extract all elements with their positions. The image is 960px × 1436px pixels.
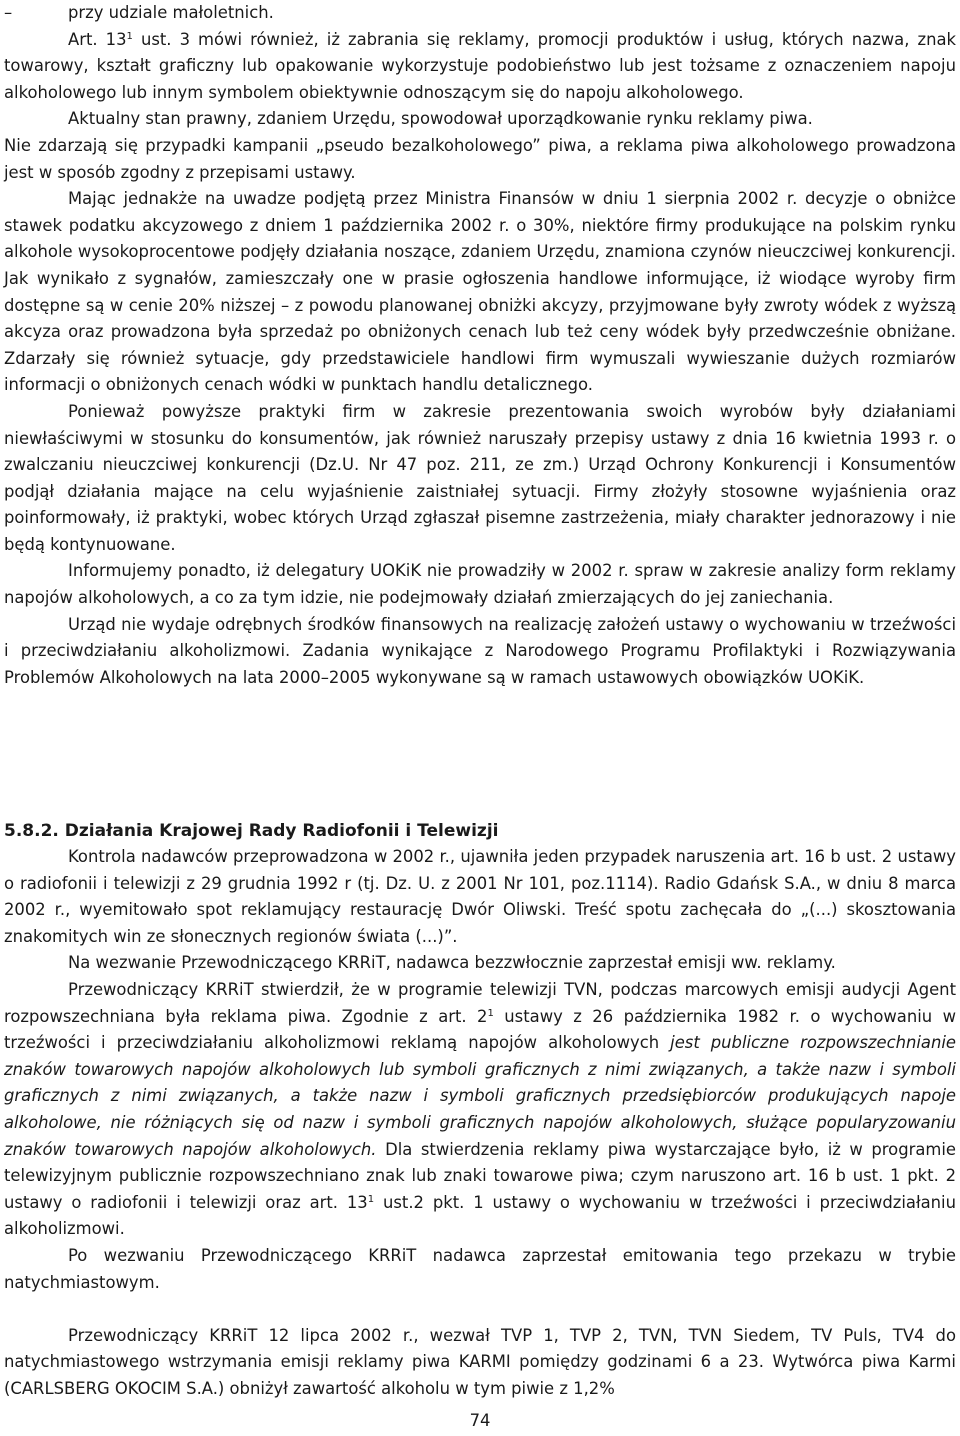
paragraph: [4, 977, 956, 1243]
list-dash: –: [4, 3, 13, 22]
paragraph: [4, 1323, 956, 1403]
page-number: 74: [469, 1411, 491, 1430]
superscript: 1: [126, 30, 133, 42]
text-run: Na wezwanie Przewodniczącego KRRiT, nadawca bezzwłocznie zaprzestał emisji ww. reklamy.: [68, 953, 836, 973]
blank-line: [4, 1296, 956, 1323]
paragraph: [4, 0, 956, 27]
text-run: Informujemy ponadto, iż delegatury UOKiK nie prowadziły w 2002 r. spraw w zakresie analizy form reklamy napojów alkoholowych, a co za tym idzie, nie podejmowały działań zmierzających do jej zaniechania.: [4, 561, 956, 608]
paragraph: [4, 186, 956, 399]
paragraph: [4, 950, 956, 977]
paragraph: [4, 106, 956, 133]
superscript: 1: [367, 1193, 375, 1205]
text-run: Kontrola nadawców przeprowadzona w 2002 r., ujawniła jeden przypadek naruszenia art. 16 b ust. 2 ustawy o radiofonii i telewizji z 29 grudnia 1992 r (tj. Dz. U. z 2001 Nr 101, poz.1114). Radio Gdańsk S.A., w dniu 8 marca 2002 r., wyemitowało spot reklamujący restaurację Dwór Oliwski. Treść spotu zachęcała do „(...) skosztowania znakomitych win ze słonecznych regionów świata (...)”.: [4, 847, 956, 946]
paragraph: [4, 612, 956, 692]
paragraph: [4, 27, 956, 107]
document-page: [4, 0, 956, 1436]
text-run: ust. 3 mówi również, iż zabrania się reklamy, promocji produktów i usług, których nazwa, znak towarowy, kształt graficzny lub opakowanie wykorzystuje podobieństwo lub jest tożsame z oznaczeniem napoju alkoholowego lub innym symbolem obiektywnie odnoszącym się do napoju alkoholowego.: [4, 29, 956, 102]
paragraph: [4, 1243, 956, 1296]
text-run: Przewodniczący KRRiT 12 lipca 2002 r., wezwał TVP 1, TVP 2, TVN, TVN Siedem, TV Puls, TV4 do natychmiastowego wstrzymania emisji reklamy piwa KARMI pomiędzy godzinami 6 a 23. Wytwórca piwa Karmi (CARLSBERG OKOCIM S.A.) obniżył zawartość alkoholu w tym piwie z 1,2%: [4, 1325, 956, 1398]
paragraph: [4, 399, 956, 559]
text-run: ust.2 pkt. 1 ustawy o wychowaniu w trzeźwości i przeciwdziałaniu alkoholizmowi.: [4, 1192, 956, 1239]
text-run: przy udziale małoletnich.: [68, 3, 274, 22]
italic-quote: jest publiczne rozpowszechnianie znaków towarowych napojów alkoholowych lub symboli graficznych z nimi związanych, a także nazw i symboli graficznych z nimi związanych, a także nazw i symboli graficznych przedsiębiorców produkujących napoje alkoholowe, nie różniących się od nazw i symboli graficznych napojów alkoholowych, służące popularyzowaniu znaków towarowych napojów alkoholowych.: [4, 1033, 957, 1159]
paragraph: [4, 133, 956, 186]
text-run: Dla stwierdzenia reklamy piwa wystarczające było, iż w programie telewizyjnym publicznie rozpowszechniano znak lub znaki towarowe piwa; czym naruszono art. 16 b ust. 1 pkt. 2 ustawy o radiofonii i telewizji oraz art. 13: [4, 1139, 956, 1212]
text-run: Mając jednakże na uwadze podjętą przez Ministra Finansów w dniu 1 sierpnia 2002 r. decyzje o obniżce stawek podatku akcyzowego z dniem 1 października 2002 r. o 30%, niektóre firmy produkujące na polskim rynku alkohole wysokoprocentowe podjęły działania noszące, zdaniem Urzędu, znamiona czynów nieuczciwej konkurencji. Jak wynikało z sygnałów, zamieszczały one w prasie ogłoszenia handlowe informujące, iż wiodące wyroby firm dostępne są w cenie 20% niższej – z powodu planowanej obniżki akcyzy, przyjmowane były zwroty wódek z wyższą akcyza oraz prowadzona była sprzedaż po obniżonych cenach lub też ceny wódek były przedwcześnie obniżane. Zdarzały się również sytuacje, gdy przedstawiciele handlowi firm wymuszali wywieszanie dużych rozmiarów informacji o obniżonych cenach wódki w punktach handlu detalicznego.: [4, 189, 956, 395]
body-text-section-2: [4, 844, 956, 1402]
text-run: Po wezwaniu Przewodniczącego KRRiT nadawca zaprzestał emitowania tego przekazu w trybie natychmiastowym.: [4, 1245, 956, 1292]
paragraph: [4, 558, 956, 611]
text-run: Aktualny stan prawny, zdaniem Urzędu, spowodował uporządkowanie rynku reklamy piwa.: [68, 109, 813, 129]
body-text-section-1: [4, 0, 956, 691]
text-run: Urząd nie wydaje odrębnych środków finansowych na realizację założeń ustawy o wychowaniu w trzeźwości i przeciwdziałaniu alkoholizmowi. Zadania wynikające z Narodowego Programu Profilaktyki i Rozwiązywania Problemów Alkoholowych na lata 2000–2005 wykonywane są w ramach ustawowych obowiązków UOKiK.: [4, 614, 956, 687]
text-run: Art. 13: [68, 29, 127, 49]
text-run: Ponieważ powyższe praktyki firm w zakresie prezentowania swoich wyrobów były działaniami niewłaściwymi w stosunku do konsumentów, jak również naruszały przepisy ustawy z dnia 16 kwietnia 1993 r. o zwalczaniu nieuczciwej konkurencji (Dz.U. Nr 47 poz. 211, ze zm.) Urząd Ochrony Konkurencji i Konsumentów podjął działania mające na celu wyjaśnienie zaistniałej sytuacji. Firmy złożyły stosowne wyjaśnienia oraz poinformowały, iż praktyki, wobec których Urząd zgłaszał pisemne zastrzeżenia, miały charakter jednorazowy i nie będą kontynuowane.: [4, 401, 956, 554]
paragraph: [4, 844, 956, 950]
superscript: 1: [487, 1007, 494, 1019]
text-run: ustawy z 26 października 1982 r. o wychowaniu w trzeźwości i przeciwdziałaniu alkoholizmowi reklamą napojów alkoholowych: [4, 1006, 956, 1053]
text-run: Nie zdarzają się przypadki kampanii „pseudo bezalkoholowego” piwa, a reklama piwa alkoholowego prowadzona jest w sposób zgodny z przepisami ustawy.: [4, 135, 956, 182]
text-run: Przewodniczący KRRiT stwierdził, że w programie telewizji TVN, podczas marcowych emisji audycji Agent rozpowszechniana była reklama piwa. Zgodnie z art. 2: [4, 979, 956, 1026]
section-heading: 5.8.2. Działania Krajowej Rady Radiofonii i Telewizji: [4, 821, 499, 841]
